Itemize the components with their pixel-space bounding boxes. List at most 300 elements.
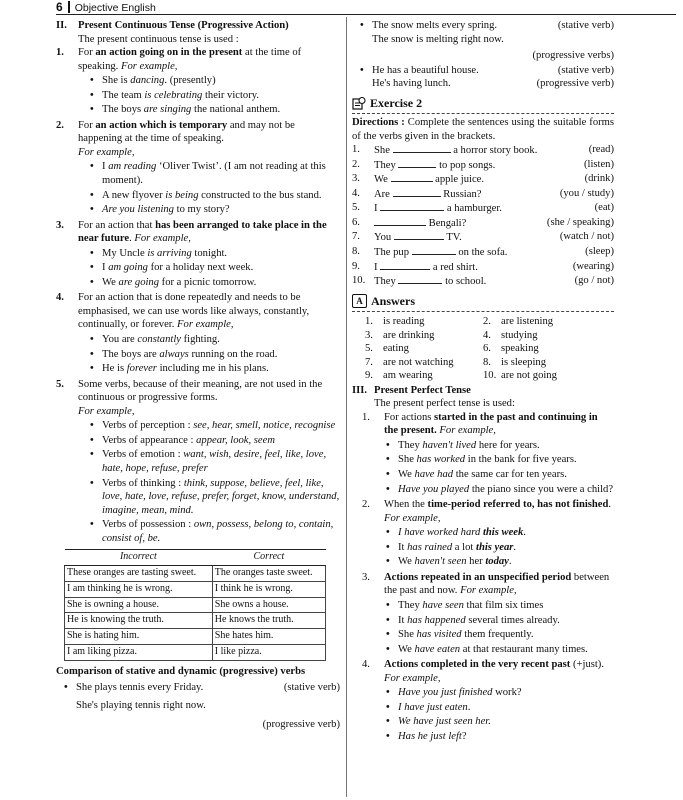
sentence-end: TV. bbox=[446, 232, 462, 244]
verb-italic: has happened bbox=[407, 614, 466, 626]
exercise-heading bbox=[352, 96, 614, 111]
example-bullet bbox=[90, 89, 340, 103]
page-number: 6 bbox=[56, 0, 63, 14]
example-bullet bbox=[90, 160, 340, 187]
point-number: 2. bbox=[362, 499, 370, 511]
text-run: We bbox=[102, 276, 119, 288]
verb-italic: Have you just finished bbox=[398, 687, 493, 699]
left-column bbox=[56, 17, 340, 732]
sentence-end: Russian? bbox=[443, 188, 482, 200]
table-header-row bbox=[65, 550, 326, 566]
point-text bbox=[384, 658, 614, 685]
section-title: Present Perfect Tense bbox=[374, 384, 471, 396]
answer-blank[interactable] bbox=[380, 201, 444, 211]
answer-blank[interactable] bbox=[391, 172, 433, 182]
bullet-dot: • bbox=[90, 262, 94, 274]
for-example: For example, bbox=[384, 672, 441, 684]
usage-point bbox=[362, 411, 614, 438]
verb-italic: am reading bbox=[108, 161, 157, 173]
bullet-dot: • bbox=[386, 716, 390, 728]
usage-point bbox=[56, 378, 340, 405]
verb-italic: have just eaten bbox=[404, 701, 468, 713]
usage-point bbox=[56, 291, 340, 332]
dashed-rule bbox=[352, 113, 614, 114]
comparison-bullet bbox=[64, 681, 340, 732]
section-number: II. bbox=[56, 20, 67, 31]
bullet-dot: • bbox=[90, 247, 94, 259]
book-title: Objective English bbox=[74, 2, 156, 14]
text-run: between the past and now. bbox=[384, 571, 610, 597]
exercise-list bbox=[352, 143, 614, 288]
section-number: III. bbox=[352, 384, 368, 396]
exercise-item bbox=[352, 274, 614, 289]
verb-italic: Have you played bbox=[398, 483, 470, 495]
dashed-rule bbox=[352, 311, 614, 312]
bullet-dot: • bbox=[386, 599, 390, 611]
column-header: Correct bbox=[212, 550, 325, 566]
example-bullet bbox=[386, 628, 614, 642]
text-run: The boys bbox=[102, 104, 144, 116]
sentence-end: on the sofa. bbox=[458, 247, 508, 259]
bullet-dot: • bbox=[386, 643, 390, 655]
answer-row bbox=[365, 369, 614, 383]
example-bullet bbox=[386, 526, 614, 540]
usage-point bbox=[362, 571, 614, 598]
verb-italic: has visited bbox=[416, 629, 462, 641]
verb-italic: Are you listening bbox=[102, 204, 174, 216]
verb-italic: have eaten bbox=[414, 643, 461, 655]
text-run: a lot bbox=[452, 541, 476, 553]
example-sentence: He's having lunch. bbox=[372, 78, 451, 90]
table-cell: I like pizza. bbox=[212, 645, 325, 661]
example-bullet bbox=[386, 453, 614, 467]
sentence-end: apple juice. bbox=[435, 174, 484, 186]
adverb-italic: forever bbox=[126, 363, 157, 375]
verb-hint: (listen) bbox=[583, 158, 614, 170]
answer-text: am wearing bbox=[383, 370, 433, 382]
point-text bbox=[78, 219, 340, 246]
bullet-dot: • bbox=[90, 75, 94, 87]
verb-italic: is celebrating bbox=[144, 89, 203, 101]
text-run: I bbox=[102, 262, 109, 274]
bullet-dot: • bbox=[90, 334, 94, 346]
for-example: For example, bbox=[78, 146, 135, 158]
comparison-bullet bbox=[360, 19, 614, 63]
item-number: 1. bbox=[352, 144, 360, 156]
sentence-start: I bbox=[374, 261, 378, 273]
comparison-line bbox=[372, 77, 614, 91]
sentence-start: She bbox=[374, 145, 390, 157]
text-run: For bbox=[78, 47, 96, 59]
table-cell: She is hating him. bbox=[65, 629, 213, 645]
exercise-item bbox=[352, 187, 614, 202]
text-run: constructed to the bus stand. bbox=[198, 189, 322, 201]
usage-point bbox=[56, 119, 340, 146]
answer-number: 5. bbox=[365, 343, 373, 355]
verb-italic: have had bbox=[414, 469, 454, 481]
answers-title: Answers bbox=[371, 293, 415, 308]
for-example: For example, bbox=[384, 512, 441, 524]
answer-number: 4. bbox=[483, 329, 491, 341]
answer-blank[interactable] bbox=[393, 143, 451, 153]
example-bullet bbox=[386, 555, 614, 569]
bullet-dot: • bbox=[90, 519, 94, 531]
comparison-line bbox=[372, 64, 614, 78]
text-bold: an action which is temporary bbox=[95, 119, 228, 131]
text-run: to my story? bbox=[173, 204, 230, 216]
bullet-dot: • bbox=[90, 420, 94, 432]
answers-grid bbox=[365, 315, 614, 383]
example-bullet bbox=[90, 103, 340, 117]
sentence-end: a hamburger. bbox=[446, 203, 502, 215]
example-sentence: The snow is melting right now. bbox=[372, 33, 504, 45]
bullet-dot: • bbox=[386, 483, 390, 495]
text-run: fighting. bbox=[180, 334, 220, 346]
directions-text: Complete the sentences using the suitable forms of the verbs given in the brackets. bbox=[352, 117, 615, 142]
sentence-start: You bbox=[374, 232, 392, 244]
comparison-title: Comparison of stative and dynamic (progressive) verbs bbox=[56, 665, 306, 677]
verb-italic: are going bbox=[118, 276, 160, 288]
item-number: 2. bbox=[352, 158, 360, 170]
answer-blank[interactable] bbox=[380, 260, 430, 270]
text-bold: time-period referred to, has not finished bbox=[427, 499, 609, 511]
verb-italic: have just seen bbox=[413, 716, 473, 728]
bullet-dot: • bbox=[360, 20, 364, 31]
verb-italic: is being bbox=[165, 189, 199, 201]
text-run: For bbox=[78, 119, 96, 131]
exercise-item bbox=[352, 143, 614, 158]
bullet-dot: • bbox=[90, 363, 94, 375]
text-run: that film six times bbox=[463, 599, 544, 611]
table-row bbox=[65, 597, 326, 613]
item-number: 3. bbox=[352, 173, 360, 185]
answer-text: is reading bbox=[383, 316, 425, 328]
text-run: them frequently. bbox=[461, 629, 534, 641]
text-run: including me in his plans. bbox=[156, 363, 269, 375]
text-run: . bbox=[513, 541, 517, 553]
example-bullet bbox=[90, 477, 340, 518]
text-run: We bbox=[398, 643, 415, 655]
text-run: It bbox=[398, 614, 408, 626]
verb-italic: Has he just left bbox=[398, 730, 462, 742]
table-row bbox=[65, 613, 326, 629]
example-bullet bbox=[90, 518, 340, 545]
verb-italic: am going bbox=[108, 262, 148, 274]
point-number: 3. bbox=[56, 219, 64, 231]
sentence-start: They bbox=[374, 159, 396, 171]
sentence-start: Are bbox=[374, 188, 390, 200]
point-number: 4. bbox=[56, 292, 64, 304]
example-bullet bbox=[90, 189, 340, 203]
table-cell: I think he is wrong. bbox=[212, 581, 325, 597]
text-run: For an action that bbox=[78, 219, 156, 231]
text-run: He is bbox=[102, 363, 127, 375]
text-run: . bbox=[129, 233, 135, 245]
bullet-dot: • bbox=[90, 161, 94, 173]
table-cell: He knows the truth. bbox=[212, 613, 325, 629]
text-run: work? bbox=[492, 687, 522, 699]
text-run: A new flyover bbox=[102, 189, 166, 201]
text-run: For an action that is done repeatedly and needs to be emphasised, we can use words like always, constantly, continually, or forever. bbox=[78, 292, 310, 331]
for-example: For example, bbox=[134, 233, 191, 245]
bullet-dot: • bbox=[90, 449, 94, 461]
text-run: When the bbox=[384, 499, 428, 511]
bullet-dot: • bbox=[386, 454, 390, 466]
answer-number: 6. bbox=[483, 343, 491, 355]
example-bullet bbox=[90, 247, 340, 261]
verb-hint: (eat) bbox=[594, 202, 614, 214]
verb-italic: haven't lived bbox=[422, 439, 477, 451]
item-number: 7. bbox=[352, 231, 360, 243]
section-heading bbox=[352, 384, 614, 398]
section-intro: The present perfect tense is used: bbox=[374, 398, 515, 410]
text-run: their victory. bbox=[202, 89, 260, 101]
text-run: . bbox=[523, 527, 526, 539]
table-cell: She hates him. bbox=[212, 629, 325, 645]
text-run: They bbox=[398, 599, 423, 611]
text-run: I bbox=[102, 161, 109, 173]
usage-point bbox=[56, 46, 340, 73]
table-row bbox=[65, 645, 326, 661]
table-row bbox=[65, 629, 326, 645]
text-run: for a picnic tomorrow. bbox=[159, 276, 257, 288]
text-run: here for years. bbox=[476, 439, 540, 451]
verb-type-tag: (stative verb) bbox=[557, 20, 614, 31]
verb-italic: have worked bbox=[404, 527, 459, 539]
text-run: the national anthem. bbox=[191, 104, 281, 116]
bullet-dot: • bbox=[90, 477, 94, 489]
text-run: and may not be happening at the time of speaking. bbox=[78, 119, 295, 145]
text-run: Verbs of thinking : bbox=[102, 477, 184, 489]
answer-number: 8. bbox=[483, 356, 491, 368]
text-bold: Actions completed in the very recent past bbox=[384, 659, 571, 671]
text-run: in the bank for five years. bbox=[465, 454, 577, 466]
text-run: hard bbox=[458, 527, 483, 539]
text-run: her. bbox=[472, 716, 491, 728]
answer-text: are drinking bbox=[383, 329, 435, 341]
verb-type-tag: (stative verb) bbox=[557, 64, 614, 76]
answer-number: 7. bbox=[365, 356, 373, 368]
item-number: 6. bbox=[352, 216, 360, 228]
answer-row bbox=[365, 329, 614, 343]
answer-blank[interactable] bbox=[412, 245, 456, 255]
answer-number: 1. bbox=[365, 316, 373, 328]
bullet-dot: • bbox=[64, 682, 68, 694]
for-example: For example, bbox=[78, 405, 135, 417]
text-run: We bbox=[398, 556, 415, 568]
text-bold: an action going on in the present bbox=[95, 47, 243, 59]
bullet-dot: • bbox=[90, 189, 94, 201]
text-run: her bbox=[466, 556, 486, 568]
answer-blank[interactable] bbox=[398, 274, 442, 284]
text-run: . bbox=[508, 556, 512, 568]
bullet-dot: • bbox=[90, 276, 94, 288]
text-run: My Uncle bbox=[102, 247, 148, 259]
section-heading bbox=[56, 19, 340, 33]
answer-number: 10. bbox=[483, 370, 497, 382]
example-bullet bbox=[386, 599, 614, 613]
directions bbox=[352, 116, 614, 143]
column-divider bbox=[346, 17, 347, 797]
answers-icon: A bbox=[352, 294, 367, 308]
example-bullet bbox=[90, 276, 340, 290]
answer-row bbox=[365, 315, 614, 329]
table-cell: These oranges are tasting sweet. bbox=[65, 566, 213, 582]
adverb-italic: constantly bbox=[137, 334, 181, 346]
bullet-dot: • bbox=[386, 556, 390, 568]
text-run: Verbs of emotion : bbox=[102, 449, 184, 461]
answer-row bbox=[365, 342, 614, 356]
text-run: several times already. bbox=[465, 614, 560, 626]
bullet-dot: • bbox=[90, 348, 94, 360]
table-row bbox=[65, 581, 326, 597]
text-run: the same car for ten years. bbox=[453, 469, 567, 481]
time-expression: this year bbox=[476, 541, 514, 553]
verb-hint: (read) bbox=[588, 144, 614, 156]
point-text bbox=[78, 291, 340, 332]
point-number: 2. bbox=[56, 119, 64, 131]
example-bullet bbox=[386, 715, 614, 729]
verb-italic: are singing bbox=[143, 104, 192, 116]
sentence-start: The pup bbox=[374, 247, 410, 259]
table-row bbox=[65, 566, 326, 582]
point-text bbox=[78, 119, 340, 146]
answer-blank[interactable] bbox=[398, 158, 436, 168]
answers-heading bbox=[352, 294, 614, 309]
exercise-item bbox=[352, 172, 614, 187]
answer-number: 2. bbox=[483, 316, 491, 328]
verb-hint: (wearing) bbox=[572, 260, 614, 272]
bullet-dot: • bbox=[386, 629, 390, 641]
exercise-title: Exercise 2 bbox=[370, 95, 423, 110]
verb-hint: (go / not) bbox=[574, 275, 614, 287]
text-run: It bbox=[398, 541, 408, 553]
exercise-item bbox=[352, 158, 614, 173]
sentence-start: They bbox=[374, 276, 396, 288]
verb-italic: dancing bbox=[130, 75, 165, 87]
point-number: 4. bbox=[362, 659, 370, 671]
verb-hint: (you / study) bbox=[559, 187, 614, 199]
exercise-item bbox=[352, 245, 614, 260]
comparison-bullet bbox=[360, 64, 614, 91]
text-bold: has been arranged to take place in the near future bbox=[78, 219, 327, 245]
text-run: at that restaurant many times. bbox=[460, 643, 588, 655]
example-bullet bbox=[386, 483, 614, 497]
text-run: at the time of speaking. bbox=[78, 47, 302, 72]
item-number: 8. bbox=[352, 246, 360, 258]
answer-blank[interactable] bbox=[394, 230, 444, 240]
point-text bbox=[78, 46, 340, 73]
text-bold: Actions repeated in an unspecified period bbox=[384, 571, 572, 583]
comparison-line bbox=[372, 19, 614, 33]
text-run: The boys are bbox=[102, 348, 160, 360]
usage-point bbox=[362, 658, 614, 685]
verb-hint: (watch / not) bbox=[559, 231, 614, 243]
text-run: She bbox=[398, 629, 417, 641]
point-number: 1. bbox=[56, 47, 64, 59]
sentence-end: to pop songs. bbox=[439, 159, 496, 171]
verb-type-tag: (progressive verbs) bbox=[532, 50, 614, 62]
usage-point bbox=[56, 219, 340, 246]
table-cell: He is knowing the truth. bbox=[65, 613, 213, 629]
bullet-dot: • bbox=[386, 541, 390, 553]
bullet-dot: • bbox=[386, 730, 390, 742]
point-text: Some verbs, because of their meaning, are not used in the continuous or progressive forms. bbox=[78, 378, 323, 404]
bullet-dot: • bbox=[386, 687, 390, 699]
example-bullet bbox=[90, 362, 340, 376]
bullet-dot: • bbox=[386, 527, 390, 539]
text-run: . bbox=[608, 499, 612, 511]
exercise-icon bbox=[352, 97, 366, 110]
sentence-end: a red shirt. bbox=[432, 261, 478, 273]
verb-type-tag: (stative verb) bbox=[283, 682, 340, 694]
bullet-dot: • bbox=[90, 434, 94, 446]
text-run: . bbox=[467, 701, 471, 713]
header-separator bbox=[68, 1, 70, 13]
answer-text: speaking bbox=[501, 343, 539, 355]
answer-blank[interactable] bbox=[374, 216, 426, 226]
example-bullet bbox=[90, 434, 340, 448]
text-run: She is bbox=[102, 75, 131, 87]
text-run: We bbox=[398, 469, 415, 481]
example-bullet bbox=[90, 333, 340, 347]
right-column bbox=[352, 17, 614, 743]
text-run: The team bbox=[102, 89, 145, 101]
verb-italic: have seen bbox=[422, 599, 464, 611]
text-run: ? bbox=[461, 730, 467, 742]
sentence-end: to school. bbox=[445, 276, 487, 288]
answer-row bbox=[365, 356, 614, 370]
verb-hint: (she / speaking) bbox=[546, 216, 614, 228]
bullet-dot: • bbox=[386, 439, 390, 451]
text-run: You are bbox=[102, 334, 138, 346]
verb-italic: has rained bbox=[407, 541, 453, 553]
answer-number: 3. bbox=[365, 329, 373, 341]
answer-text: are not watching bbox=[383, 356, 454, 368]
answer-text: are listening bbox=[501, 316, 554, 328]
bullet-dot: • bbox=[90, 104, 94, 116]
example-bullet bbox=[386, 643, 614, 657]
for-example: For example, bbox=[460, 585, 517, 597]
text-run: Verbs of perception : bbox=[102, 420, 194, 432]
verb-type-tag: (progressive verb) bbox=[536, 78, 614, 90]
item-number: 4. bbox=[352, 187, 360, 199]
table-cell: She owns a house. bbox=[212, 597, 325, 613]
answer-text: studying bbox=[501, 329, 538, 341]
section-intro: The present continuous tense is used : bbox=[78, 33, 239, 45]
text-run: running on the road. bbox=[188, 348, 278, 360]
text-run: Verbs of appearance : bbox=[102, 434, 197, 446]
verb-hint: (sleep) bbox=[585, 246, 614, 258]
text-run: I bbox=[398, 527, 405, 539]
text-run: tonight. bbox=[191, 247, 228, 259]
example-bullet bbox=[90, 419, 340, 433]
point-text bbox=[384, 498, 614, 525]
answer-blank[interactable] bbox=[393, 187, 441, 197]
exercise-item bbox=[352, 230, 614, 245]
example-bullet bbox=[386, 468, 614, 482]
verb-italic: is arriving bbox=[147, 247, 192, 259]
example-bullet bbox=[386, 614, 614, 628]
verb-italic: haven't seen bbox=[414, 556, 467, 568]
sentence-end: Bengali? bbox=[428, 217, 467, 229]
example-bullet bbox=[90, 348, 340, 362]
for-example: For example, bbox=[120, 60, 178, 72]
text-run: They bbox=[398, 439, 423, 451]
point-number: 5. bbox=[56, 378, 64, 390]
example-sentence: She's playing tennis right now. bbox=[76, 699, 206, 711]
point-number: 1. bbox=[362, 411, 370, 423]
